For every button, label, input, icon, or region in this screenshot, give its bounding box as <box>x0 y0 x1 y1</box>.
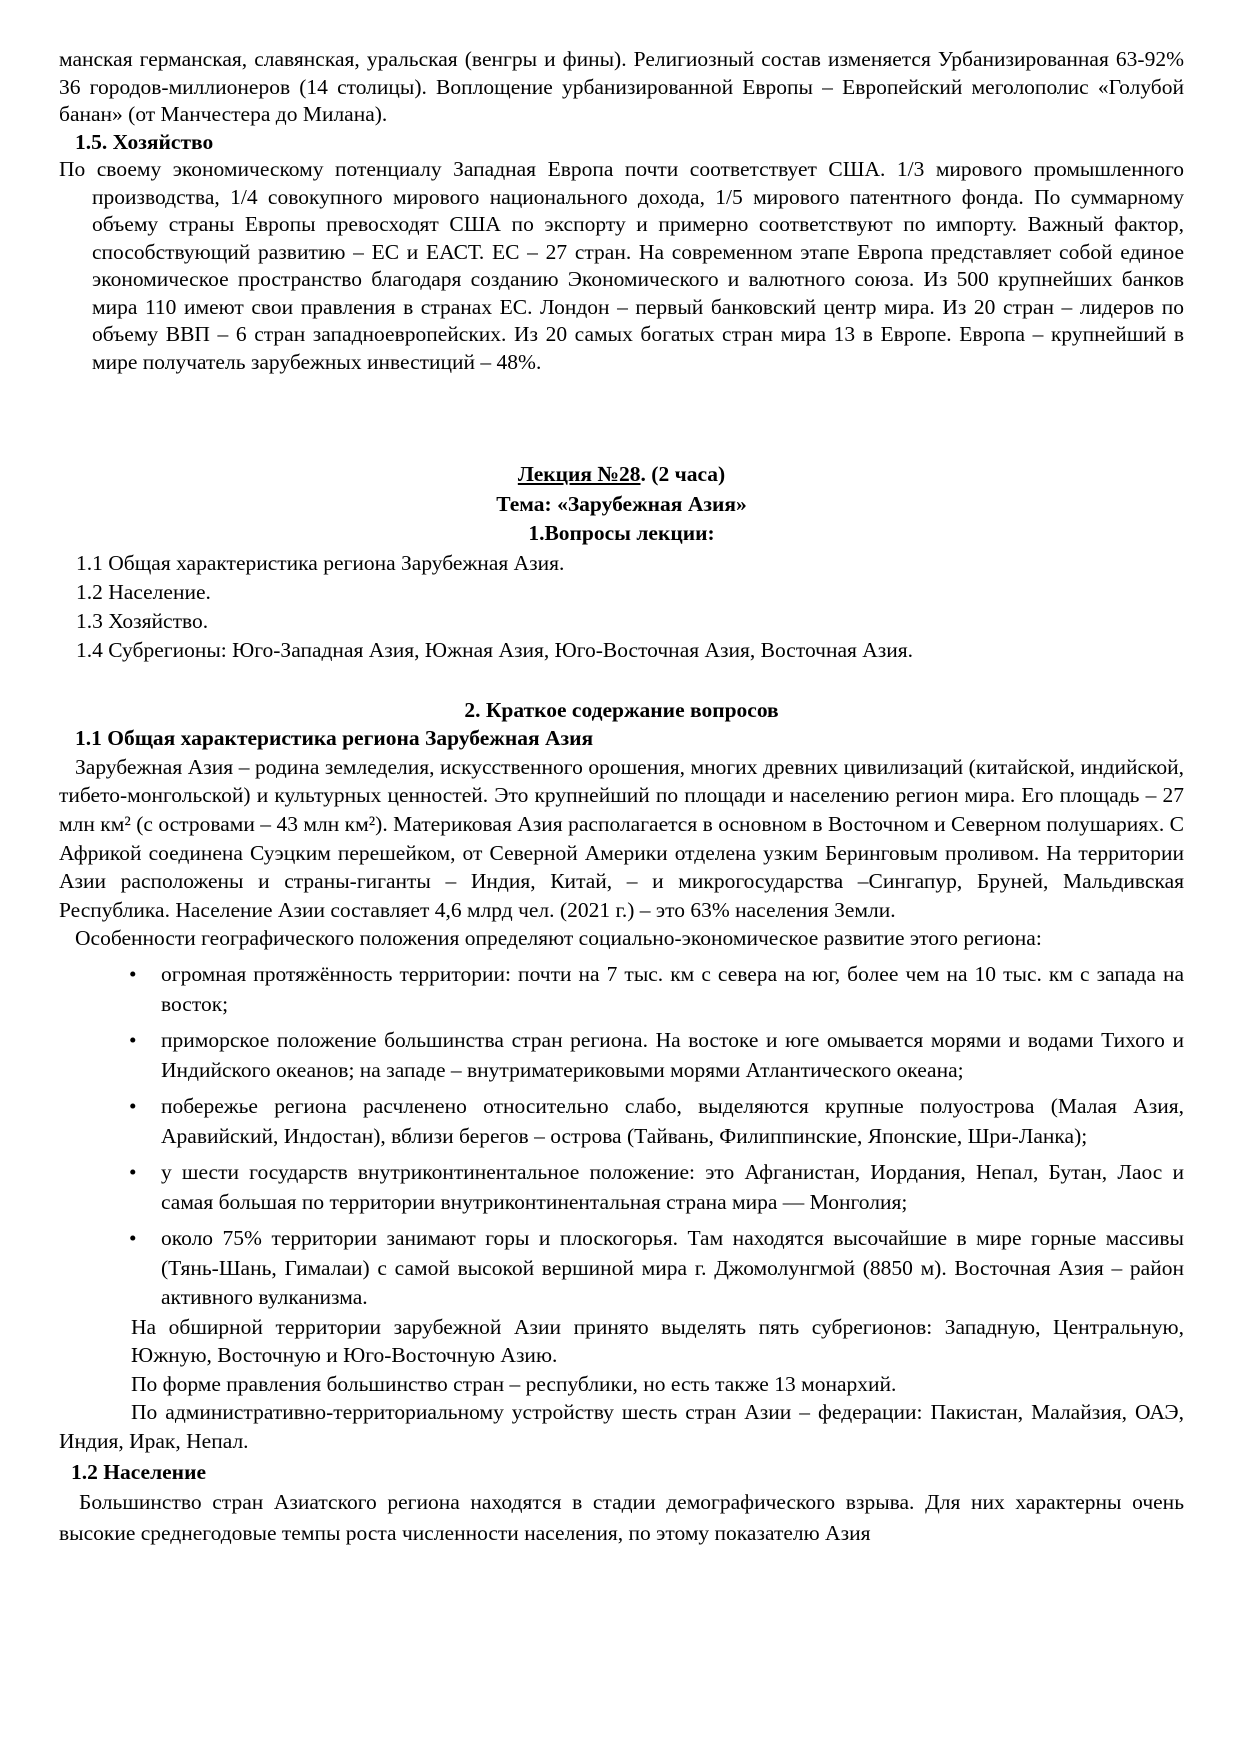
section-1-2-paragraph: Большинство стран Азиатского региона находятся в стадии демографического взрыва. Для них характерны очень высокие среднегодовые темпы роста численности населения, по этому показателю Азия <box>59 1490 1184 1545</box>
question-item-1-4: 1.4 Субрегионы: Юго-Западная Азия, Южная Азия, Юго-Восточная Азия, Восточная Азия. <box>76 638 914 663</box>
section-1-1-paragraph-2: Особенности географического положения определяют социально-экономическое развитие этого региона: <box>75 926 1042 951</box>
section-1-1-paragraph-government: По форме правления большинство стран – республики, но есть также 13 монархий. <box>131 1371 897 1396</box>
bullet-item-mountains <box>59 1224 1184 1313</box>
question-item-1-3: 1.3 Хозяйство. <box>76 609 209 634</box>
question-item-1-1: 1.1 Общая характеристика региона Зарубежная Азия. <box>76 550 565 575</box>
bullet-item-territory <box>59 960 1184 1019</box>
intro-paragraph: манская германская, славянская, уральская (венгры и фины). Религиозный состав изменяется Урбанизированная 63-92% 36 городов-миллионеров (14 столицы). Воплощение урбанизированной Европы – Европейский меголополис «Голубой банан» (от Манчестера до Милана). <box>59 47 1184 126</box>
bullet-item-coastal <box>59 1026 1184 1085</box>
section-1-1-paragraph-federations: По административно-территориальному устройству шесть стран Азии – федерации: Пакистан, Малайзия, ОАЭ, Индия, Ирак, Непал. <box>59 1400 1184 1453</box>
bullet-marker: • <box>129 1028 137 1053</box>
bullet-item-landlocked <box>59 1158 1184 1217</box>
questions-heading: 1.Вопросы лекции: <box>528 521 715 545</box>
section-1-1-paragraph-subregions: На обширной территории зарубежной Азии принято выделять пять субрегионов: Западную, Центральную, Южную, Восточную и Юго-Восточную Азию. <box>131 1314 1184 1368</box>
bullet-marker: • <box>129 1160 137 1185</box>
geography-bullet-list <box>59 960 1184 1313</box>
bullet-text: побережье региона расчленено относительно слабо, выделяются крупные полуострова (Малая Азия, Аравийский, Индостан), вблизи берегов – острова (Тайвань, Филиппинские, Японские, Шри-Ланка); <box>161 1094 1184 1148</box>
bullet-item-shoreline <box>59 1092 1184 1151</box>
question-item-1-2: 1.2 Население. <box>76 579 211 604</box>
section-1-5-paragraph: По своему экономическому потенциалу Западная Европа почти соответствует США. 1/3 мирового промышленного производства, 1/4 совокупного мирового национального дохода, 1/5 мирового патентного фонда. По суммарному объему страны Европы превосходят США по экспорту и примерно соответствуют по импорту. Важный фактор, способствующий развитию – ЕС и ЕАСТ. ЕС – 27 стран. На современном этапе Европа представляет собой единое экономическое пространство благодаря созданию Экономического и валютного союза. Из 500 крупнейших банков мира 110 имеют свои правления в странах ЕС. Лондон – первый банковский центр мира. Из 20 стран – лидеров по объему ВВП – 6 стран западноевропейских. Из 20 самых богатых стран мира 13 в Европе. Европа – крупнейший в мире получатель зарубежных инвестиций – 48%. <box>59 157 1184 374</box>
bullet-marker: • <box>129 962 137 987</box>
section-1-1-paragraph-1: Зарубежная Азия – родина земледелия, искусственного орошения, многих древних цивилизаций (китайской, индийской, тибето-монгольской) и культурных ценностей. Это крупнейший по площади и населению регион мира. Его площадь – 27 млн км² (с островами – 43 млн км²). Материковая Азия располагается в основном в Восточном и Северном полушариях. С Африкой соединена Суэцким перешейком, от Северной Америки отделена узким Беринговым проливом. На территории Азии расположены и страны-гиганты – Индия, Китай, – и микрогосударства –Сингапур, Бруней, Мальдивская Республика. Население Азии составляет 4,6 млрд чел. (2021 г.) – это 63% населения Земли. <box>59 754 1184 922</box>
bullet-text: огромная протяжённость территории: почти на 7 тыс. км с севера на юг, более чем на 10 тыс. км с запада на восток; <box>161 962 1184 1016</box>
lecture-title-duration: . (2 часа) <box>640 462 726 486</box>
bullet-text: у шести государств внутриконтинентальное положение: это Афганистан, Иордания, Непал, Бутан, Лаос и самая большая по территории внутриконтинентальная страна мира — Монголия; <box>161 1160 1184 1214</box>
section-1-2-heading: 1.2 Население <box>71 1459 206 1484</box>
bullet-text: около 75% территории занимают горы и плоскогорья. Там находятся высочайшие в мире горные массивы (Тянь-Шань, Гималаи) с самой высокой вершиной мира г. Джомолунгмой (8850 м). Восточная Азия – район активного вулканизма. <box>161 1226 1184 1310</box>
section-1-5-heading: 1.5. Хозяйство <box>75 129 214 154</box>
section-1-1-heading: 1.1 Общая характеристика региона Зарубежная Азия <box>75 726 594 751</box>
bullet-marker: • <box>129 1226 137 1251</box>
lecture-theme: Тема: «Зарубежная Азия» <box>496 491 747 516</box>
bullet-text: приморское положение большинства стран региона. На востоке и юге омывается морями и водами Тихого и Индийского океанов; на западе – внутриматериковыми морями Атлантического океана; <box>161 1028 1184 1082</box>
lecture-title <box>59 460 1184 490</box>
bullet-marker: • <box>129 1094 137 1119</box>
content-summary-heading: 2. Краткое содержание вопросов <box>464 697 779 722</box>
lecture-title-number: Лекция №28 <box>517 462 641 486</box>
